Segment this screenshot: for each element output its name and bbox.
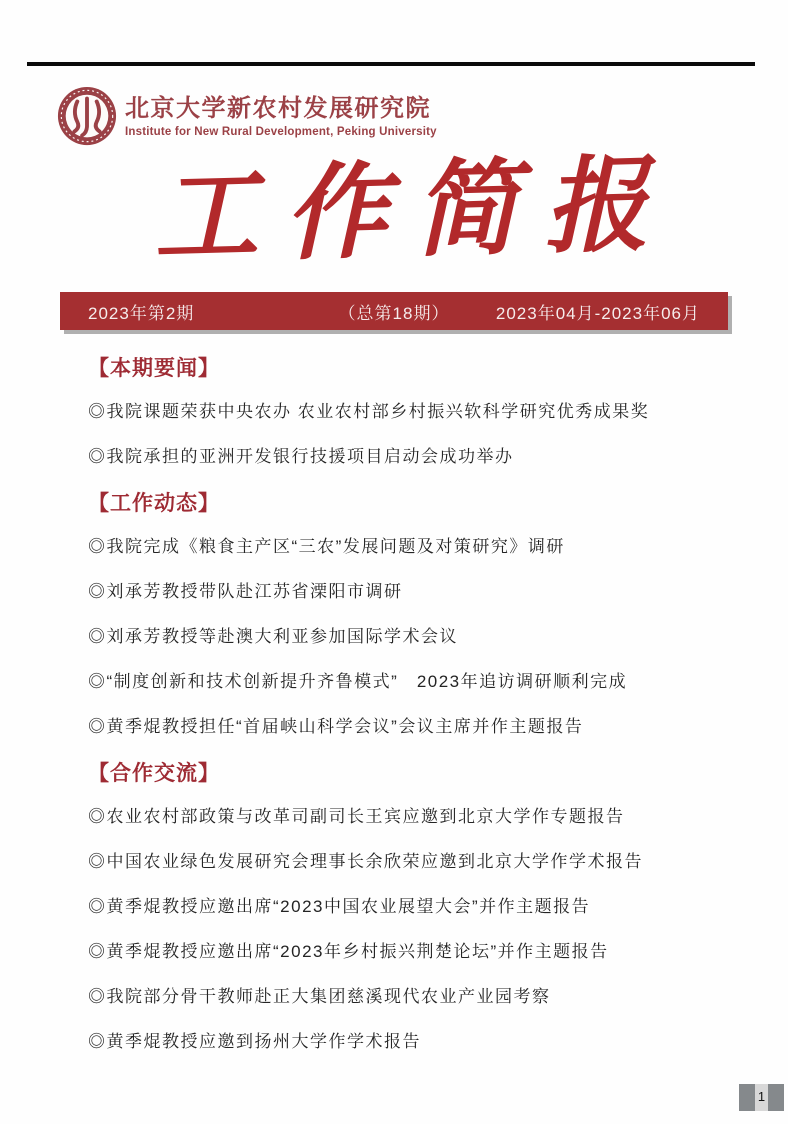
- page-number-badge: [739, 1084, 784, 1111]
- news-item: ◎黄季焜教授应邀出席“2023中国农业展望大会”并作主题报告: [88, 897, 591, 916]
- org-names: [125, 94, 437, 138]
- news-item: ◎刘承芳教授带队赴江苏省溧阳市调研: [88, 582, 403, 601]
- table-of-contents: [88, 356, 748, 1076]
- org-name-english: Institute for New Rural Development, Peking University: [125, 126, 437, 138]
- masthead: [56, 85, 437, 147]
- news-item: ◎农业农村部政策与改革司副司长王宾应邀到北京大学作专题报告: [88, 807, 625, 826]
- top-divider-rule: [27, 62, 755, 66]
- org-name-chinese: 北京大学新农村发展研究院: [125, 95, 431, 122]
- news-item: ◎黄季焜教授担任“首届峡山科学会议”会议主席并作主题报告: [88, 717, 584, 736]
- issue-info-bar: [60, 292, 728, 330]
- bulletin-title-calligraphy: 工作简报: [152, 141, 676, 279]
- issue-number: 2023年第2期: [88, 303, 195, 323]
- issue-period: 2023年04月-2023年06月: [495, 303, 700, 323]
- news-item: ◎我院部分骨干教师赴正大集团慈溪现代农业产业园考察: [88, 987, 551, 1006]
- news-item: ◎黄季焜教授应邀到扬州大学作学术报告: [88, 1032, 421, 1051]
- section-heading-highlights: 【本期要闻】: [88, 357, 220, 380]
- news-item: ◎我院完成《粮食主产区“三农”发展问题及对策研究》调研: [88, 537, 565, 556]
- news-item: ◎我院承担的亚洲开发银行技援项目启动会成功举办: [88, 447, 514, 466]
- cumulative-issue: （总第18期）: [338, 303, 450, 323]
- news-item: ◎我院课题荣获中央农办 农业农村部乡村振兴软科学研究优秀成果奖: [88, 402, 650, 421]
- news-item: ◎黄季焜教授应邀出席“2023年乡村振兴荆楚论坛”并作主题报告: [88, 942, 609, 961]
- peking-university-seal-icon: [56, 85, 118, 147]
- news-item: ◎“制度创新和技术创新提升齐鲁模式” 2023年追访调研顺利完成: [88, 672, 628, 691]
- section-heading-work-updates: 【工作动态】: [88, 492, 220, 515]
- section-heading-cooperation: 【合作交流】: [88, 762, 220, 785]
- news-item: ◎中国农业绿色发展研究会理事长余欣荣应邀到北京大学作学术报告: [88, 852, 643, 871]
- news-item: ◎刘承芳教授等赴澳大利亚参加国际学术会议: [88, 627, 458, 646]
- page-number: 1: [755, 1084, 768, 1111]
